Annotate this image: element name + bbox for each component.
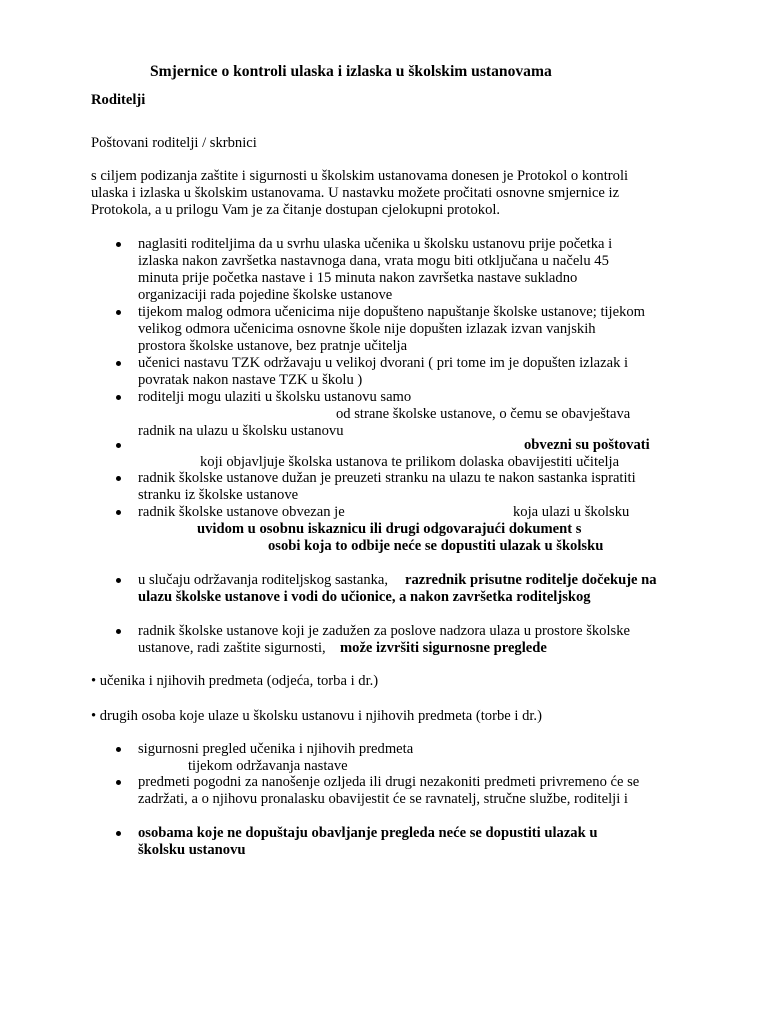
list-item-line: uvidom u osobnu iskaznicu ili drugi odgovarajući dokument s: [197, 521, 582, 537]
bullet-icon: [116, 578, 121, 583]
paragraph: • učenika i njihovih predmeta (odjeća, torba i dr.): [91, 673, 379, 689]
list-item-line: izlaska nakon završetka nastavnoga dana, vrata mogu biti otključana u načelu 45: [138, 253, 609, 269]
list-item-line: ustanove, radi zaštite sigurnosti,: [138, 640, 326, 656]
list-item-line: stranku iz školske ustanove: [138, 487, 299, 503]
bullet-icon: [116, 443, 121, 448]
paragraph: • drugih osoba koje ulaze u školsku ustanovu i njihovih predmeta (torbe i dr.): [91, 708, 542, 724]
intro-line: Protokola, a u prilogu Vam je za čitanje dostupan cjelokupni protokol.: [91, 202, 501, 218]
list-item-line: povratak nakon nastave TZK u školu ): [138, 372, 363, 388]
bullet-icon: [116, 629, 121, 634]
list-item-line: razrednik prisutne roditelje dočekuje na: [405, 572, 657, 588]
list-item-line: od strane školske ustanove, o čemu se obavještava: [336, 406, 631, 422]
list-item-line: u slučaju održavanja roditeljskog sastanka,: [138, 572, 389, 588]
list-item-line: obvezni su poštovati: [524, 437, 650, 453]
list-item-line: velikog odmora učenicima osnovne škole nije dopušten izlazak izvan vanjskih: [138, 321, 596, 337]
list-item-line: sigurnosni pregled učenika i njihovih predmeta: [138, 741, 414, 757]
list-item-line: prostora školske ustanove, bez pratnje učitelja: [138, 338, 408, 354]
list-item-line: radnik školske ustanove koji je zadužen za poslove nadzora ulaza u prostore školske: [138, 623, 630, 639]
list-item-line: naglasiti roditeljima da u svrhu ulaska učenika u školsku ustanovu prije početka i: [138, 236, 613, 252]
bullet-icon: [116, 510, 121, 515]
list-item-line: radnik školske ustanove obvezan je: [138, 504, 345, 520]
bullet-icon: [116, 780, 121, 785]
list-item-line: zadržati, a o njihovu pronalasku obavijestit će se ravnatelj, stručne službe, roditelji i: [138, 791, 628, 807]
list-item-line: koja ulazi u školsku: [513, 504, 630, 520]
list-item-line: roditelji mogu ulaziti u školsku ustanovu samo: [138, 389, 412, 405]
bullet-icon: [116, 242, 121, 247]
list-item-line: može izvršiti sigurnosne preglede: [340, 640, 547, 656]
list-item-line: osobi koja to odbije neće se dopustiti ulazak u školsku: [268, 538, 604, 554]
list-item-line: radnik školske ustanove dužan je preuzeti stranku na ulazu te nakon sastanka ispratiti: [138, 470, 636, 486]
salutation: Poštovani roditelji / skrbnici: [91, 135, 257, 151]
section-heading: Roditelji: [91, 92, 146, 108]
bullet-icon: [116, 747, 121, 752]
document-title: Smjernice o kontroli ulaska i izlaska u školskim ustanovama: [150, 63, 552, 80]
intro-line: s ciljem podizanja zaštite i sigurnosti u školskim ustanovama donesen je Protokol o kontroli: [91, 168, 629, 184]
bullet-icon: [116, 476, 121, 481]
list-item-line: organizaciji rada pojedine školske ustanove: [138, 287, 393, 303]
list-item-line: minuta prije početka nastave i 15 minuta nakon završetka nastave sukladno: [138, 270, 578, 286]
list-item-line: tijekom malog odmora učenicima nije dopušteno napuštanje školske ustanove; tijekom: [138, 304, 646, 320]
list-item-line: tijekom održavanja nastave: [188, 758, 348, 774]
bullet-icon: [116, 310, 121, 315]
intro-line: ulaska i izlaska u školskim ustanovama. U nastavku možete pročitati osnovne smjernice iz: [91, 185, 620, 201]
bullet-icon: [116, 831, 121, 836]
bullet-icon: [116, 395, 121, 400]
list-item-line: predmeti pogodni za nanošenje ozljeda ili drugi nezakoniti predmeti privremeno će se: [138, 774, 640, 790]
list-item-line: školsku ustanovu: [138, 842, 246, 858]
list-item-line: ulazu školske ustanove i vodi do učionice, a nakon završetka roditeljskog: [138, 589, 591, 605]
list-item-line: osobama koje ne dopuštaju obavljanje pregleda neće se dopustiti ulazak u: [138, 825, 598, 841]
bullet-icon: [116, 361, 121, 366]
list-item-line: koji objavljuje školska ustanova te prilikom dolaska obavijestiti učitelja: [200, 454, 620, 470]
list-item-line: radnik na ulazu u školsku ustanovu: [138, 423, 344, 439]
list-item-line: učenici nastavu TZK održavaju u velikoj dvorani ( pri tome im je dopušten izlazak i: [138, 355, 629, 371]
